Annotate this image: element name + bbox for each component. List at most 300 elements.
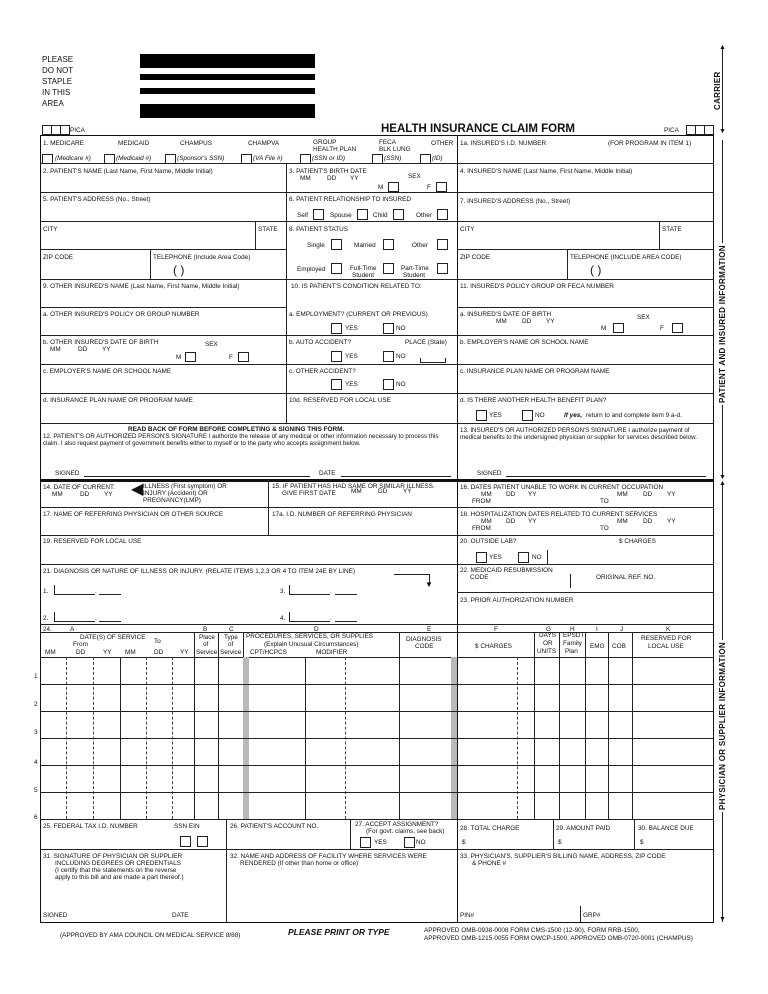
sex-label: SEX — [637, 314, 650, 321]
yy-label: YY — [403, 488, 412, 495]
other-dob-label: b. OTHER INSURED'S DATE OF BIRTH — [43, 339, 159, 346]
f-label: F — [660, 325, 664, 332]
divider — [659, 221, 660, 249]
row-line — [40, 564, 713, 565]
col-c-label: C — [229, 626, 234, 633]
col-divider — [534, 632, 535, 819]
place-label: of — [203, 641, 209, 648]
modifier-label: MODIFIER — [316, 649, 348, 656]
resubmission-code-label: CODE — [470, 574, 489, 581]
relationship-label: 6. PATIENT RELATIONSHIP TO INSURED — [289, 196, 412, 203]
pica-box[interactable] — [704, 125, 714, 135]
col-divider — [608, 632, 609, 819]
another-plan-label: d. IS THERE ANOTHER HEALTH BENEFIT PLAN? — [460, 397, 607, 404]
yy-label: YY — [528, 518, 537, 525]
similar-illness-label: 15. IF PATIENT HAS HAD SAME OR SIMILAR ILLNESS. — [272, 483, 435, 490]
no-label: NO — [396, 325, 406, 332]
row-line — [40, 624, 713, 625]
mm-label: MM — [52, 491, 63, 498]
billing-label: & PHONE # — [472, 860, 507, 867]
group-label: HEALTH PLAN — [313, 146, 357, 153]
condition-label: 10. IS PATIENT'S CONDITION RELATED TO: — [291, 283, 422, 290]
yes-label: YES — [345, 353, 358, 360]
staple-line: IN THIS — [42, 88, 71, 97]
decimal-dot: . — [330, 588, 332, 595]
days-label: UNITS — [537, 648, 557, 655]
another-plan-yes-checkbox[interactable] — [476, 410, 487, 421]
diag-4-label: 4. — [280, 615, 286, 622]
resubmission-label: 22. MEDICAID RESUBMISSION — [460, 567, 553, 574]
table-row[interactable] — [40, 684, 713, 685]
date-current-label: 14. DATE OF CURRENT: — [43, 484, 115, 491]
no-label: NO — [535, 412, 545, 419]
signed-label: SIGNED — [477, 470, 502, 477]
balance-due-label: 30. BALANCE DUE — [638, 825, 694, 832]
charges-label: $ CHARGES — [475, 643, 512, 650]
injury-label: INJURY (Accident) OR — [143, 490, 208, 497]
feca-label: FECA — [379, 139, 397, 146]
insured-signature-text: 13. INSURED'S OR AUTHORIZED PERSON'S SIGNATURE I authorize payment of medical benefits to the undersigned physician or supplier for services described below. — [460, 427, 697, 442]
illness-label: ILLNESS (First symptom) OR — [143, 483, 227, 490]
pica-label: PICA — [664, 127, 679, 134]
row-number: 5 — [34, 787, 38, 794]
type-label: Type — [224, 634, 238, 641]
signature-line[interactable] — [506, 476, 706, 477]
col-divider — [585, 632, 586, 819]
omb-approval: APPROVED OMB-0938-0008 FORM CMS-1500 (12-90), FORM RRB-1500, — [424, 927, 640, 934]
if-yes-note: return to and complete item 9 a-d. — [586, 412, 682, 419]
dd-label: DD — [76, 649, 86, 656]
table-row[interactable] — [40, 819, 713, 820]
diag-3-input[interactable] — [335, 594, 357, 595]
form-border — [40, 135, 41, 923]
insured-sex-m-checkbox[interactable] — [613, 323, 624, 333]
f-label: F — [229, 354, 233, 361]
column-divider — [457, 135, 458, 923]
area-code-parens: ( ) — [173, 263, 185, 277]
yes-label: YES — [489, 412, 502, 419]
epsdt-label: Family — [563, 640, 582, 647]
insured-zip-label: ZIP CODE — [460, 254, 491, 261]
spouse-label: Spouse — [330, 212, 352, 219]
row-line — [40, 249, 286, 250]
medicare-sub: (Medicare #) — [55, 155, 91, 162]
redaction-bar — [140, 74, 315, 80]
referring-id-label: 17a. I.D. NUMBER OF REFERRING PHYSICIAN — [272, 511, 412, 518]
single-label: Single — [307, 242, 325, 249]
hospitalization-label: 18. HOSPITALIZATION DATES RELATED TO CURRENT SERVICES — [460, 511, 658, 518]
row-line — [40, 423, 713, 424]
married-checkbox[interactable] — [383, 239, 394, 250]
row-line — [457, 249, 713, 250]
date-label: DATE — [172, 912, 189, 919]
place-state-label: PLACE (State) — [405, 339, 447, 346]
dd-label: DD — [522, 318, 532, 325]
dd-label: DD — [643, 518, 653, 525]
row-line — [40, 535, 713, 536]
col-divider — [632, 632, 633, 819]
policy-group-label: 11. INSURED'S POLICY GROUP OR FECA NUMBER — [460, 283, 614, 290]
form-border — [40, 922, 714, 923]
redaction-bar — [140, 54, 315, 68]
no-label: NO — [396, 381, 406, 388]
col-h-label: H — [570, 626, 575, 633]
accept-assignment-note: (For govt. claims, see back) — [366, 828, 445, 835]
days-label: OR — [543, 640, 553, 647]
yy-label: YY — [667, 518, 676, 525]
employment-no-checkbox[interactable] — [383, 323, 394, 334]
state-label: STATE — [258, 226, 278, 233]
pica-box[interactable] — [60, 125, 70, 135]
m-label: M — [176, 354, 182, 361]
pin-label: PIN# — [460, 912, 475, 919]
signature-line[interactable] — [84, 476, 310, 477]
decimal-dot: . — [95, 588, 97, 595]
fulltime-checkbox[interactable] — [383, 263, 394, 274]
child-label: Child — [373, 212, 388, 219]
champus-sub: (Sponsor's SSN) — [177, 155, 225, 162]
employment-label: a. EMPLOYMENT? (CURRENT OR PREVIOUS) — [289, 311, 428, 318]
to-label: To — [154, 638, 161, 645]
mm-label: MM — [496, 318, 507, 325]
col-divider — [194, 632, 195, 819]
signed-label: SIGNED — [43, 912, 68, 919]
feca-label: BLK LUNG — [379, 146, 411, 153]
mm-label: MM — [351, 488, 362, 495]
row-line — [40, 335, 713, 336]
cob-label: COB — [612, 643, 626, 650]
insured-address-label: 7. INSURED'S ADDRESS (No., Street) — [460, 198, 571, 205]
from-label: FROM — [472, 525, 491, 532]
diagnosis-label: 21. DIAGNOSIS OR NATURE OF ILLNESS OR INJURY. (RELATE ITEMS 1,2,3 OR 4 TO ITEM 24E BY LINE) — [43, 568, 356, 575]
physician-signature-label: (I certify that the statements on the reverse — [55, 867, 177, 874]
mm-label: MM — [617, 491, 628, 498]
decimal-dot: . — [330, 615, 332, 622]
reserved-label: LOCAL USE — [648, 643, 684, 650]
champva-label: CHAMPVA — [248, 140, 280, 147]
dollar-sign: $ — [558, 839, 562, 846]
grp-label: GRP# — [583, 912, 601, 919]
ama-approval: (APPROVED BY AMA COUNCIL ON MEDICAL SERVICE 8/88) — [60, 932, 241, 939]
row-number: 4 — [34, 759, 38, 766]
other-status-checkbox[interactable] — [437, 239, 448, 250]
diagnosis-code-label: CODE — [415, 643, 434, 650]
decimal-dot: . — [95, 615, 97, 622]
program-note: (FOR PROGRAM IN ITEM 1) — [608, 140, 692, 147]
employer-label: b. EMPLOYER'S NAME OR SCHOOL NAME — [460, 339, 589, 346]
sex-m-checkbox[interactable] — [388, 182, 399, 192]
divider — [570, 574, 571, 588]
auto-no-checkbox[interactable] — [383, 351, 394, 362]
sex-label: SEX — [408, 173, 421, 180]
date-line[interactable] — [341, 476, 451, 477]
arrow-down-icon: ▼ — [719, 916, 726, 923]
fulltime-label2: Student — [352, 272, 375, 279]
diag-2-input[interactable] — [54, 612, 95, 622]
group-label: GROUP — [313, 139, 337, 146]
another-plan-no-checkbox[interactable] — [522, 410, 533, 421]
yes-label: YES — [374, 839, 387, 846]
mm-label: MM — [125, 649, 136, 656]
diag-1-input[interactable] — [99, 594, 121, 595]
divider — [553, 819, 554, 849]
other-rel-checkbox[interactable] — [437, 209, 448, 220]
dollar-sign: $ — [640, 839, 644, 846]
dd-label: DD — [327, 175, 337, 182]
employer-school-label: c. EMPLOYER'S NAME OR SCHOOL NAME — [43, 368, 172, 375]
type-label: of — [228, 641, 234, 648]
row-line — [40, 507, 713, 508]
item-24-label: 24. — [43, 626, 52, 633]
physician-signature-label: INCLUDING DEGREES OR CREDENTIALS — [55, 860, 182, 867]
insured-telephone-label: TELEPHONE (INCLUDE AREA CODE) — [570, 254, 682, 261]
yes-label: YES — [345, 381, 358, 388]
no-label: NO — [532, 554, 542, 561]
dd-label: DD — [506, 491, 516, 498]
diag-4-input[interactable] — [289, 612, 330, 622]
from-label: From — [73, 641, 88, 648]
table-row[interactable] — [40, 792, 713, 793]
mm-label: MM — [481, 518, 492, 525]
diag-1-input[interactable] — [54, 585, 95, 595]
divider — [350, 819, 351, 849]
col-a-label: A — [70, 626, 75, 633]
other-insured-name-label: 9. OTHER INSURED'S NAME (Last Name, First Name, Middle Initial) — [43, 283, 240, 290]
spouse-checkbox[interactable] — [357, 209, 368, 220]
prior-auth-label: 23. PRIOR AUTHORIZATION NUMBER — [460, 597, 574, 604]
yy-label: YY — [546, 318, 555, 325]
staple-line: STAPLE — [42, 77, 73, 86]
col-d-label: D — [314, 626, 319, 633]
diagnosis-code-label: DIAGNOSIS — [406, 636, 442, 643]
table-row[interactable] — [40, 738, 713, 739]
lab-yes-checkbox[interactable] — [476, 552, 487, 563]
yy-label: YY — [667, 491, 676, 498]
original-ref-label: ORIGINAL REF. NO. — [596, 574, 656, 581]
amount-paid-label: 29. AMOUNT PAID — [556, 825, 611, 832]
other-accident-yes-checkbox[interactable] — [331, 379, 342, 390]
row-line — [40, 192, 713, 193]
pica-label: PICA — [70, 127, 85, 134]
row-line — [457, 307, 713, 308]
mm-label: MM — [300, 175, 311, 182]
employed-label: Employed — [297, 266, 326, 273]
employment-yes-checkbox[interactable] — [331, 323, 342, 334]
insured-city-label: CITY — [460, 226, 475, 233]
physician-section-label: PHYSICIAN OR SUPPLIER INFORMATION — [718, 642, 727, 810]
arrow-up-icon: ▲ — [719, 480, 726, 487]
ssn-checkbox[interactable] — [180, 836, 191, 847]
facility-label: 32. NAME AND ADDRESS OF FACILITY WHERE SERVICES WERE — [230, 853, 427, 860]
parttime-label: Part-Time — [401, 265, 429, 272]
arrow-line — [394, 574, 429, 575]
other-accident-no-checkbox[interactable] — [383, 379, 394, 390]
reserved-local-label: 10d. RESERVED FOR LOCAL USE — [289, 397, 391, 404]
row-line — [40, 849, 713, 850]
auto-accident-label: b. AUTO ACCIDENT? — [289, 339, 352, 346]
yy-label: YY — [180, 649, 189, 656]
arrow-down-icon: ▼ — [719, 474, 726, 481]
read-back-notice: READ BACK OF FORM BEFORE COMPLETING & SIGNING THIS FORM. — [128, 426, 345, 433]
patient-name-label: 2. PATIENT'S NAME (Last Name, First Name, Middle Initial) — [43, 168, 213, 175]
diag-2-input[interactable] — [99, 621, 121, 622]
row-line — [40, 632, 713, 633]
yy-label: YY — [350, 175, 359, 182]
divider — [268, 507, 269, 535]
m-label: M — [378, 184, 384, 191]
divider — [268, 480, 269, 507]
row-number: 1 — [34, 673, 38, 680]
from-label: FROM — [472, 498, 491, 505]
redaction-bar — [140, 104, 315, 118]
divider — [567, 249, 568, 279]
assign-yes-checkbox[interactable] — [360, 837, 371, 848]
dollar-sign: $ — [462, 839, 466, 846]
tax-id-label: 25. FEDERAL TAX I.D. NUMBER — [43, 823, 138, 830]
diag-1-label: 1. — [43, 588, 49, 595]
staple-line: AREA — [42, 99, 64, 108]
other-plan-label: d. INSURANCE PLAN NAME OR PROGRAM NAME — [43, 397, 193, 404]
mm-label: MM — [50, 346, 61, 353]
row-number: 3 — [34, 729, 38, 736]
arrow-up-icon: ▲ — [719, 44, 726, 51]
mm-label: MM — [481, 491, 492, 498]
m-label: M — [601, 325, 607, 332]
lab-charges-label: $ CHARGES — [619, 538, 656, 545]
carrier-label: CARRIER — [713, 71, 722, 110]
emg-label: EMG — [590, 643, 605, 650]
dd-label: DD — [643, 491, 653, 498]
physician-signature-label: apply to this bill and are made a part thereof.) — [55, 874, 184, 881]
col-i-label: I — [596, 626, 598, 633]
parttime-checkbox[interactable] — [437, 263, 448, 274]
col-divider — [218, 632, 219, 819]
to-label: TO — [600, 525, 609, 532]
row-number: 2 — [34, 701, 38, 708]
row-line — [40, 657, 713, 658]
f-label: F — [427, 184, 431, 191]
ein-checkbox[interactable] — [197, 836, 208, 847]
dd-label: DD — [378, 488, 388, 495]
table-row[interactable] — [40, 711, 713, 712]
arrow-down-icon: ▼ — [719, 128, 726, 135]
divider — [226, 819, 227, 849]
single-checkbox[interactable] — [331, 239, 342, 250]
first-date-label: GIVE FIRST DATE — [282, 490, 336, 497]
diag-2-label: 2. — [43, 615, 49, 622]
table-row[interactable] — [40, 765, 713, 766]
divider — [150, 249, 151, 279]
form-title: HEALTH INSURANCE CLAIM FORM — [381, 123, 575, 135]
yy-label: YY — [102, 346, 111, 353]
total-charge-label: 28. TOTAL CHARGE — [460, 825, 520, 832]
feca-sub: (SSN) — [384, 155, 402, 162]
dd-label: DD — [80, 491, 90, 498]
col-divider — [399, 632, 400, 819]
other-sex-f-checkbox[interactable] — [238, 352, 249, 362]
medicaid-label: MEDICAID — [118, 140, 150, 147]
champva-sub: (VA File #) — [253, 155, 283, 162]
birth-date-label: 3. PATIENT'S BIRTH DATE — [289, 168, 367, 175]
zip-label: ZIP CODE — [43, 254, 74, 261]
lab-no-checkbox[interactable] — [518, 552, 529, 563]
row-line — [40, 393, 713, 394]
other-policy-label: a. OTHER INSURED'S POLICY OR GROUP NUMBER — [43, 311, 200, 318]
staple-line: DO NOT — [42, 66, 74, 75]
no-label: NO — [416, 839, 426, 846]
referring-physician-label: 17. NAME OF REFERRING PHYSICIAN OR OTHER SOURCE — [43, 511, 224, 518]
row-line — [40, 279, 713, 280]
insured-name-label: 4. INSURED'S NAME (Last Name, First Name, Middle Initial) — [460, 168, 633, 175]
sex-f-checkbox[interactable] — [436, 182, 447, 192]
champus-label: CHAMPUS — [180, 140, 212, 147]
fulltime-label: Full-Time — [350, 265, 377, 272]
diag-4-input[interactable] — [335, 621, 357, 622]
row-line — [40, 307, 286, 308]
child-checkbox[interactable] — [393, 209, 404, 220]
patient-address-label: 5. PATIENT'S ADDRESS (No., Street) — [43, 196, 151, 203]
date-label: DATE — [319, 470, 336, 477]
medicare-label: 1. MEDICARE — [43, 140, 84, 147]
diag-3-input[interactable] — [289, 585, 330, 595]
other-sex-m-checkbox[interactable] — [185, 352, 196, 362]
dates-service-label: DATE(S) OF SERVICE — [80, 634, 146, 641]
mm-label: MM — [617, 518, 628, 525]
patient-section-label: PATIENT AND INSURED INFORMATION — [718, 245, 727, 403]
telephone-label: TELEPHONE (Include Area Code) — [153, 254, 251, 261]
sex-label: SEX — [205, 341, 218, 348]
col-b-label: B — [203, 626, 208, 633]
unable-work-label: 16. DATES PATIENT UNABLE TO WORK IN CURRENT OCCUPATION — [460, 484, 664, 491]
row-number: 6 — [34, 814, 38, 821]
assign-no-checkbox[interactable] — [404, 837, 415, 848]
print-notice: PLEASE PRINT OR TYPE — [288, 927, 390, 937]
pregnancy-label: PREGNANCY(LMP) — [143, 497, 201, 504]
to-label: TO — [600, 498, 609, 505]
employed-checkbox[interactable] — [331, 263, 342, 274]
place-label: Place — [199, 634, 215, 641]
accept-assignment-label: 27. ACCEPT ASSIGNMENT? — [355, 821, 439, 828]
auto-yes-checkbox[interactable] — [331, 351, 342, 362]
epsdt-label: Plan — [565, 648, 578, 655]
yy-label: YY — [528, 491, 537, 498]
city-label: CITY — [43, 226, 58, 233]
divider — [634, 819, 635, 849]
divider — [226, 849, 227, 922]
other-label: OTHER — [431, 140, 454, 147]
dd-label: DD — [78, 346, 88, 353]
divider — [547, 550, 548, 564]
form-border — [40, 135, 714, 136]
insured-id-label: 1a. INSURED'S I.D. NUMBER — [460, 140, 547, 147]
redaction-bar — [140, 88, 315, 94]
state-input[interactable] — [420, 358, 446, 363]
group-sub: (SSN or ID) — [312, 155, 346, 162]
row-line — [457, 592, 713, 593]
dd-label: DD — [506, 518, 516, 525]
self-checkbox[interactable] — [313, 209, 324, 220]
patient-signature-text: 12. PATIENT'S OR AUTHORIZED PERSON'S SIGNATURE I authorize the release of any medical or other information necessary to process this claim. I also request payment of government benefits either to myself or to the party who accepts assignment below. — [43, 433, 439, 448]
other-sub: (ID) — [432, 155, 443, 162]
mm-label: MM — [45, 649, 56, 656]
column-divider — [286, 163, 287, 423]
reserved-label: RESERVED FOR — [641, 635, 692, 642]
medicaid-sub: (Medicaid #) — [116, 155, 152, 162]
row-line — [40, 163, 713, 164]
omb-approval: APPROVED OMB-1215-0055 FORM OWCP-1500, APPROVED OMB-0720-0001 (CHAMPUS) — [424, 935, 693, 942]
reserved-local-label: 19. RESERVED FOR LOCAL USE — [43, 538, 142, 545]
insured-sex-f-checkbox[interactable] — [672, 323, 683, 333]
